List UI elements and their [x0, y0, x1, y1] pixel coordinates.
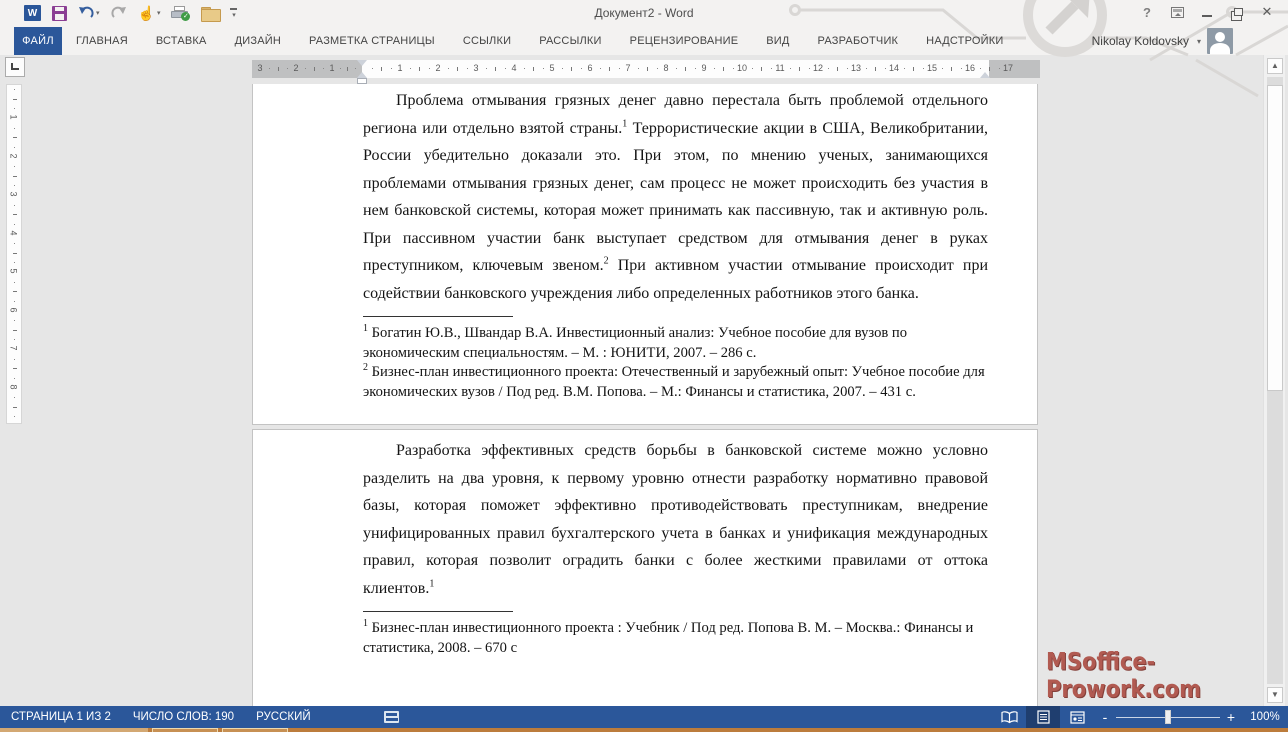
ribbon-tab-файл[interactable]: ФАЙЛ — [14, 27, 62, 55]
help-button[interactable]: ? — [1143, 4, 1151, 20]
zoom-out-button[interactable]: - — [1102, 709, 1108, 725]
ruler-tick — [847, 68, 848, 69]
ruler-number: 7 — [625, 63, 631, 73]
ruler-tick — [733, 68, 734, 69]
ruler-tick — [799, 67, 800, 71]
ruler-number: 17 — [1002, 63, 1014, 73]
ruler-tick — [13, 291, 17, 292]
word-count[interactable]: ЧИСЛО СЛОВ: 190 — [132, 711, 235, 723]
ruler-number: 6 — [8, 306, 19, 313]
avatar[interactable] — [1207, 28, 1233, 54]
page-indicator[interactable]: СТРАНИЦА 1 ИЗ 2 — [11, 711, 111, 723]
print-layout-icon — [1037, 710, 1050, 724]
ruler-number: 11 — [775, 63, 785, 73]
view-read-mode-button[interactable] — [992, 706, 1026, 728]
ruler-tick — [14, 378, 15, 379]
ruler-tick — [14, 89, 15, 90]
footnote-separator — [363, 316, 513, 317]
ruler-tick — [13, 99, 17, 100]
ruler-tick — [323, 68, 324, 69]
ruler-tick — [410, 68, 411, 69]
ruler-tick — [486, 68, 487, 69]
footnote-separator — [363, 611, 513, 612]
ruler-tick — [13, 137, 17, 138]
language-indicator[interactable]: РУССКИЙ — [256, 711, 311, 723]
ribbon-tab-разметка-страницы[interactable]: РАЗМЕТКА СТРАНИЦЫ — [308, 35, 435, 47]
scroll-up-button[interactable]: ▲ — [1267, 58, 1283, 74]
ruler-tick — [562, 68, 563, 69]
ruler-tick — [355, 68, 356, 69]
zoom-slider-thumb[interactable] — [1165, 710, 1171, 724]
account-name: Nikolay Koldovsky — [1091, 34, 1189, 48]
ruler-tick — [340, 68, 341, 69]
ruler-tick — [961, 68, 962, 69]
ruler-tick — [347, 67, 348, 71]
view-web-layout-button[interactable] — [1060, 706, 1094, 728]
ruler-tick — [809, 68, 810, 69]
ruler-tick — [14, 416, 15, 417]
ruler-tick — [457, 67, 458, 71]
ruler-tick — [951, 67, 952, 71]
ruler-tick — [13, 176, 17, 177]
ruler-number: 5 — [549, 63, 555, 73]
ruler-tick — [13, 407, 17, 408]
ruler-number: 1 — [8, 114, 19, 120]
ruler-tick — [647, 67, 648, 71]
ruler-tick — [505, 68, 506, 69]
footnotes-page-1 — [363, 324, 988, 402]
ruler-tick — [14, 339, 15, 340]
ruler-tick — [695, 68, 696, 69]
left-tab-stop-icon — [11, 63, 19, 70]
ruler-tick — [14, 128, 15, 129]
ruler-tick — [467, 68, 468, 69]
scrollbar-thumb[interactable] — [1267, 85, 1283, 391]
ruler-number: 5 — [8, 268, 19, 274]
ribbon-tabs — [4, 27, 1017, 55]
restore-button[interactable] — [1222, 0, 1252, 24]
ruler-tick — [609, 67, 610, 71]
ruler-tick — [14, 282, 15, 283]
ribbon-tab-рецензирование[interactable]: РЕЦЕНЗИРОВАНИЕ — [629, 35, 739, 47]
account-area[interactable] — [1092, 27, 1233, 55]
ruler-number: 2 — [435, 63, 441, 73]
restore-icon — [1234, 8, 1243, 16]
ruler-tick — [581, 68, 582, 69]
ruler-tick — [837, 67, 838, 71]
ruler-number: 9 — [701, 63, 707, 73]
ruler-tick — [14, 224, 15, 225]
footnote-reference: 1 — [622, 118, 628, 130]
ruler-tick — [314, 67, 315, 71]
ruler-tick — [14, 397, 15, 398]
ruler-number: 15 — [926, 63, 938, 73]
ruler-number: 1 — [397, 63, 403, 73]
macro-record-icon[interactable] — [384, 711, 399, 723]
ruler-tick — [524, 68, 525, 69]
ruler-tick — [980, 68, 981, 69]
read-mode-icon — [1001, 711, 1018, 724]
ruler-tick — [543, 68, 544, 69]
ruler-tick — [14, 359, 15, 360]
ruler-number: 14 — [888, 63, 900, 73]
ribbon-tab-главная[interactable]: ГЛАВНАЯ — [76, 35, 128, 47]
title-bar — [0, 0, 1288, 27]
ruler-tick — [657, 68, 658, 69]
ruler-tick — [942, 68, 943, 69]
window-title: Документ2 - Word — [594, 6, 694, 20]
ruler-tick — [14, 243, 15, 244]
ruler-number: 4 — [8, 229, 19, 236]
page-2[interactable] — [252, 429, 1038, 706]
footnote-reference: 2 — [603, 255, 609, 267]
ruler-tick — [790, 68, 791, 69]
ribbon-display-options-button[interactable] — [1162, 0, 1192, 24]
ruler-tick — [923, 68, 924, 69]
ruler-number: 13 — [850, 63, 862, 73]
ruler-tick — [619, 68, 620, 69]
ruler-number: 12 — [812, 63, 824, 73]
ruler-tick — [913, 67, 914, 71]
ribbon-tab-ссылки[interactable]: ССЫЛКИ — [462, 35, 512, 47]
first-line-indent-marker[interactable] — [357, 60, 367, 66]
ruler-tick — [14, 205, 15, 206]
ribbon-tab-дизайн[interactable]: ДИЗАЙН — [234, 35, 281, 47]
ruler-tick — [419, 67, 420, 71]
ruler-tick — [14, 301, 15, 302]
ruler-tick — [752, 68, 753, 69]
ruler-tick — [14, 166, 15, 167]
ruler-tick — [381, 67, 382, 71]
ruler-tick — [761, 67, 762, 71]
ruler-number: 3 — [8, 191, 19, 197]
ruler-tick — [13, 330, 17, 331]
taskbar-sliver — [0, 728, 1288, 732]
touch-mode-button[interactable]: ☝ ▾ — [137, 5, 161, 21]
ruler-tick — [771, 68, 772, 69]
ruler-number: 8 — [8, 383, 19, 390]
ruler-tick — [14, 108, 15, 109]
ribbon-tab-разработчик[interactable]: РАЗРАБОТЧИК — [817, 35, 899, 47]
minimize-icon — [1202, 15, 1212, 17]
ruler-number: 2 — [293, 63, 299, 73]
footnote-reference: 1 — [429, 578, 435, 590]
ruler-tick — [828, 68, 829, 69]
ruler-tick — [278, 67, 279, 71]
web-layout-icon — [1070, 711, 1085, 724]
horizontal-ruler[interactable] — [252, 60, 1040, 78]
status-bar — [0, 706, 1288, 728]
ruler-tick — [269, 68, 270, 69]
ribbon-tab-надстройки[interactable]: НАДСТРОЙКИ — [926, 35, 1004, 47]
account-dropdown-icon[interactable]: ▾ — [1196, 36, 1201, 46]
ruler-tick — [287, 68, 288, 69]
ruler-tick — [13, 214, 17, 215]
ruler-number: 8 — [663, 63, 669, 73]
ruler-tick — [999, 68, 1000, 69]
ruler-tick — [391, 68, 392, 69]
ruler-number: 3 — [473, 63, 479, 73]
ruler-tick — [723, 67, 724, 71]
right-indent-marker[interactable] — [980, 72, 990, 78]
scroll-down-button[interactable]: ▼ — [1267, 687, 1283, 703]
paragraph[interactable]: Проблема отмывания грязных денег давно перестала быть проблемой отдельного региона или отдельно взятой страны.$^1$ Террористические акции в США, Великобритании, России убедительно доказали это. При этом, по мнению ученых, занимающихся проблемами отмывания грязных денег, сам процесс не может происходить без участия в нем банковской системы, которая может принимать как пассивную, так и активную роль. При пассивном участии банк выступает средством для отмывания денег в руках преступником, ключевым звеном.$^2$ При активном участии отмывание происходит при содействии банковского учреждения либо определенных работников этого банка. — [363, 92, 989, 302]
paragraph[interactable]: Разработка эффективных средств борьбы в банковской системе можно условно разделить на два уровня, к первому уровню отнести разработку нормативно правовой базы, которая поможет эффективно противодействовать преступникам, внедрение унифицированных правил бухгалтерского учета в банках и унификация международных правил, которая позволит оградить банки с более жесткими правилами от оттока клиентов.$^1$ — [363, 442, 988, 597]
ruler-number: 6 — [587, 63, 593, 73]
watermark: MSoffice-Prowork.com — [1046, 647, 1202, 703]
ruler-tick — [571, 67, 572, 71]
ruler-number: 3 — [257, 63, 263, 73]
ruler-number: 4 — [511, 63, 517, 73]
zoom-level[interactable]: 100% — [1250, 711, 1280, 723]
zoom-in-button[interactable]: + — [1226, 709, 1236, 725]
ruler-tick — [685, 67, 686, 71]
ruler-tick — [989, 67, 990, 71]
ribbon-tab-вставка[interactable]: ВСТАВКА — [155, 35, 207, 47]
vertical-scrollbar[interactable] — [1263, 55, 1285, 706]
footnote: $^1$ Бизнес-план инвестиционного проекта : Учебник / Под ред. Попова В. М. – Москва.: Финансы и статистика, 2008. – 670 с — [363, 618, 974, 656]
minimize-button[interactable] — [1192, 0, 1222, 24]
ruler-number: 1 — [329, 63, 335, 73]
undo-button[interactable]: ▾ — [76, 3, 102, 23]
ribbon-tab-вид[interactable]: ВИД — [766, 35, 790, 47]
ruler-number: 16 — [964, 63, 976, 73]
footnote: $^2$ Бизнес-план инвестиционного проекта: Отечественный и зарубежный опыт: Учебное пособие для экономических вузов / Под ред. В.М. Попова. – М.: Финансы и статистика, 2007. – 431 с. — [363, 362, 985, 400]
customize-quick-access-icon: ▾ — [230, 8, 237, 19]
word-logo-icon[interactable]: W — [22, 3, 43, 23]
ruler-tick — [495, 67, 496, 71]
ruler-tick — [866, 68, 867, 69]
ruler-tick — [638, 68, 639, 69]
ruler-tick — [904, 68, 905, 69]
ruler-tick — [533, 67, 534, 71]
ruler-tick — [372, 68, 373, 69]
ruler-tick — [13, 368, 17, 369]
ruler-tick — [676, 68, 677, 69]
ruler-number: 10 — [736, 63, 748, 73]
ruler-number: 7 — [8, 345, 19, 351]
ruler-tick — [429, 68, 430, 69]
ruler-tick — [14, 262, 15, 263]
ruler-tick — [305, 68, 306, 69]
status-bar-right — [992, 706, 1288, 728]
view-print-layout-button[interactable] — [1026, 706, 1060, 728]
touch-hand-icon: ☝ — [137, 5, 155, 21]
printer-icon: ✓ — [171, 6, 190, 21]
ruler-tick — [14, 320, 15, 321]
ruler-tick — [14, 185, 15, 186]
close-button[interactable] — [1252, 0, 1282, 24]
ribbon-display-options-icon — [1171, 7, 1184, 18]
page-1[interactable] — [252, 84, 1038, 425]
document-workspace — [0, 55, 1288, 706]
ruler-tick — [875, 67, 876, 71]
ribbon-tab-рассылки[interactable]: РАССЫЛКИ — [539, 35, 602, 47]
ruler-tick — [14, 147, 15, 148]
window-controls — [1132, 0, 1282, 24]
ruler-number: 2 — [8, 152, 19, 159]
ruler-tick — [13, 253, 17, 254]
footnote: $^1$ Богатин Ю.В., Швандар В.А. Инвестиционный анализ: Учебное пособие для вузов по экономическим специальностям. – М. : ЮНИТИ, 2007. – 286 с. — [363, 323, 908, 361]
close-icon: ✕ — [1261, 4, 1273, 19]
footnotes-page-2 — [363, 619, 988, 658]
ruler-tick — [714, 68, 715, 69]
tab-stop-selector[interactable] — [5, 57, 25, 77]
ruler-tick — [600, 68, 601, 69]
ruler-tick — [448, 68, 449, 69]
ruler-tick — [885, 68, 886, 69]
vertical-ruler[interactable] — [6, 84, 22, 424]
zoom-slider[interactable] — [1116, 706, 1220, 728]
